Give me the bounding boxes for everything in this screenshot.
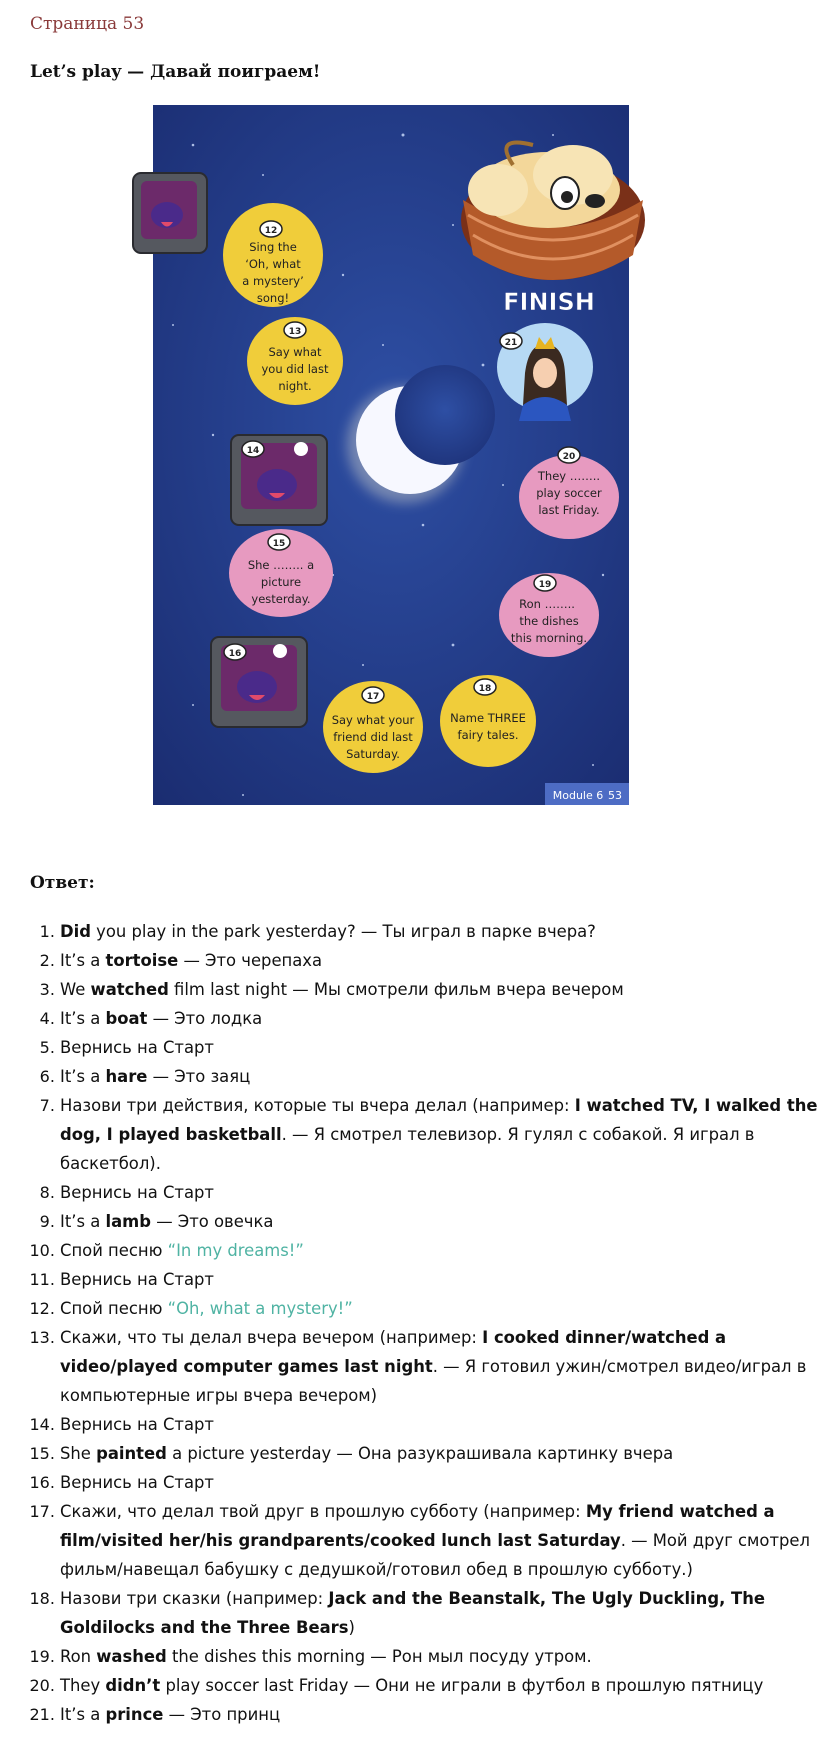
board-cell-12-line-4: song! bbox=[256, 291, 290, 305]
answer-item-8 bbox=[60, 1178, 820, 1207]
board-cell-19-line-2: the dishes bbox=[519, 614, 579, 628]
answer-text: I watched TV, I walked the dog, I played basketball bbox=[60, 1096, 818, 1144]
board-cell-17-number: 17 bbox=[366, 692, 380, 702]
board-cell-15-number: 15 bbox=[272, 539, 286, 549]
answer-text: Ron bbox=[60, 1647, 97, 1666]
answer-text: washed bbox=[96, 1647, 167, 1666]
answer-text: Вернись на Старт bbox=[60, 1473, 214, 1492]
answer-text: Jack and the Beanstalk, The Ugly Duckling, The Goldilocks and the Three Bears bbox=[60, 1589, 765, 1637]
answer-item-5 bbox=[60, 1033, 820, 1062]
board-cell-19 bbox=[499, 573, 599, 657]
answer-text: Вернись на Старт bbox=[60, 1183, 214, 1202]
answer-text: — Это черепаха bbox=[178, 951, 323, 970]
board-cell-12-line-1: Sing the bbox=[249, 240, 297, 254]
board-cell-17-line-1: Say what your bbox=[331, 713, 415, 727]
answer-text: prince bbox=[105, 1705, 164, 1724]
answer-text: “Oh, what a mystery!” bbox=[167, 1299, 353, 1318]
board-cell-18 bbox=[440, 675, 536, 767]
answer-item-19 bbox=[60, 1642, 820, 1671]
answer-text: It’s a bbox=[60, 1212, 106, 1231]
answer-text: My friend watched a film/visited her/his grandparents/cooked lunch last Saturday bbox=[60, 1502, 775, 1550]
answer-text: She bbox=[60, 1444, 97, 1463]
answer-item-11 bbox=[60, 1265, 820, 1294]
answer-text: It’s a bbox=[60, 1705, 106, 1724]
board-cell-15 bbox=[229, 529, 333, 617]
answer-text: Спой песню bbox=[60, 1299, 168, 1318]
answer-text: Спой песню bbox=[60, 1241, 168, 1260]
answer-text: — Это овечка bbox=[150, 1212, 274, 1231]
answer-item-10 bbox=[60, 1236, 820, 1265]
answer-text: Скажи, что делал твой друг в прошлую субботу (например: bbox=[60, 1502, 586, 1521]
board-cell-15-line-1: She …….. a bbox=[247, 558, 315, 572]
answer-text: We bbox=[60, 980, 91, 999]
board-cell-12 bbox=[223, 203, 323, 307]
board-cell-13-line-3: night. bbox=[278, 379, 312, 393]
answer-item-4 bbox=[60, 1004, 820, 1033]
board-cell-20-line-1: They …….. bbox=[537, 469, 601, 483]
answer-text: Назови три сказки (например: bbox=[60, 1589, 329, 1608]
answer-item-15 bbox=[60, 1439, 820, 1468]
board-cell-17-line-3: Saturday. bbox=[346, 747, 400, 761]
answer-text: you play in the park yesterday? — Ты играл в парке вчера? bbox=[90, 922, 596, 941]
answer-text: Вернись на Старт bbox=[60, 1415, 214, 1434]
board-cell-18-line-1: Name THREE bbox=[450, 711, 526, 725]
board-cell-13-line-1: Say what bbox=[268, 345, 322, 359]
answer-item-3 bbox=[60, 975, 820, 1004]
answer-item-1 bbox=[60, 917, 820, 946]
answer-item-21 bbox=[60, 1700, 820, 1729]
answer-text: Вернись на Старт bbox=[60, 1038, 214, 1057]
board-cell-20-number: 20 bbox=[562, 452, 576, 462]
answer-item-16 bbox=[60, 1468, 820, 1497]
answer-text: It’s a bbox=[60, 951, 106, 970]
module-label: Module 6 bbox=[552, 789, 604, 802]
answer-item-14 bbox=[60, 1410, 820, 1439]
board-cell-18-line-2: fairy tales. bbox=[457, 728, 519, 742]
answer-text: ) bbox=[348, 1618, 355, 1637]
answer-heading: Ответ: bbox=[30, 873, 95, 893]
answer-text: Скажи, что ты делал вчера вечером (например: bbox=[60, 1328, 483, 1347]
answer-text: Did bbox=[60, 922, 91, 941]
answer-text: Вернись на Старт bbox=[60, 1270, 214, 1289]
answer-item-6 bbox=[60, 1062, 820, 1091]
answer-text: didn’t bbox=[105, 1676, 161, 1695]
answer-item-18 bbox=[60, 1584, 820, 1642]
answer-text: — Это лодка bbox=[147, 1009, 263, 1028]
board-cell-13-number: 13 bbox=[288, 327, 302, 337]
answer-text: . — Мой друг смотрел фильм/навещал бабушку с дедушкой/готовил обед в прошлую субботу.) bbox=[60, 1531, 810, 1579]
board-cell-18-number: 18 bbox=[478, 684, 492, 694]
answer-text: painted bbox=[96, 1444, 167, 1463]
answer-text: — Это заяц bbox=[147, 1067, 251, 1086]
module-page-number: 53 bbox=[608, 789, 622, 802]
board-cell-13 bbox=[247, 317, 343, 405]
answer-item-20 bbox=[60, 1671, 820, 1700]
answer-text: They bbox=[60, 1676, 106, 1695]
board-cell-13-line-2: you did last bbox=[261, 362, 329, 376]
module-footer bbox=[545, 783, 629, 805]
board-cell-19-line-3: this morning. bbox=[510, 631, 588, 645]
answer-text: the dishes this morning — Рон мыл посуду утром. bbox=[166, 1647, 592, 1666]
board-cell-14-number: 14 bbox=[246, 446, 260, 456]
answer-item-12 bbox=[60, 1294, 820, 1323]
answer-text: Назови три действия, которые ты вчера делал (например: bbox=[60, 1096, 575, 1115]
finish-label: FINISH bbox=[503, 288, 595, 316]
answer-item-7 bbox=[60, 1091, 820, 1178]
board-cell-17 bbox=[323, 681, 423, 773]
board-cell-21-number: 21 bbox=[504, 338, 518, 348]
answer-text: . — Я готовил ужин/смотрел видео/играл в компьютерные игры вчера вечером) bbox=[60, 1357, 807, 1405]
answer-text: It’s a bbox=[60, 1067, 106, 1086]
board-cell-15-line-3: yesterday. bbox=[251, 592, 311, 606]
board-cell-20-line-3: last Friday. bbox=[538, 503, 600, 517]
board-cell-16 bbox=[211, 637, 307, 727]
answer-text: watched bbox=[90, 980, 169, 999]
answer-item-2 bbox=[60, 946, 820, 975]
answer-text: I cooked dinner/watched a video/played computer games last night bbox=[60, 1328, 727, 1376]
answer-text: a picture yesterday — Она разукрашивала картинку вчера bbox=[166, 1444, 674, 1463]
answer-item-9 bbox=[60, 1207, 820, 1236]
board-cell-19-number: 19 bbox=[538, 580, 552, 590]
answer-text: It’s a bbox=[60, 1009, 106, 1028]
board-cell-20-line-2: play soccer bbox=[536, 486, 602, 500]
answer-text: “In my dreams!” bbox=[167, 1241, 304, 1260]
answer-text: . — Я смотрел телевизор. Я гулял с собакой. Я играл в баскетбол). bbox=[60, 1125, 755, 1173]
answer-text: film last night — Мы смотрели фильм вчера вечером bbox=[168, 980, 624, 999]
board-cell-12-line-2: ‘Oh, what bbox=[245, 257, 301, 271]
board-cell-14 bbox=[231, 435, 327, 525]
board-cell-12-line-3: a mystery’ bbox=[242, 274, 304, 288]
answer-text: lamb bbox=[105, 1212, 151, 1231]
partial-tv-image bbox=[133, 173, 207, 253]
board-cell-15-line-2: picture bbox=[260, 575, 302, 589]
board-cell-16-number: 16 bbox=[228, 649, 242, 659]
board-game-image bbox=[153, 105, 629, 805]
answers-list bbox=[0, 917, 820, 1729]
answer-text: boat bbox=[105, 1009, 148, 1028]
answer-item-17 bbox=[60, 1497, 820, 1584]
page-number: Страница 53 bbox=[30, 14, 145, 34]
page-heading: Let’s play — Давай поиграем! bbox=[30, 62, 321, 82]
answer-item-13 bbox=[60, 1323, 820, 1410]
answer-text: hare bbox=[105, 1067, 148, 1086]
answer-text: — Это принц bbox=[163, 1705, 281, 1724]
board-cell-12-number: 12 bbox=[264, 226, 278, 236]
board-cell-17-line-2: friend did last bbox=[333, 730, 413, 744]
board-cell-19-line-1: Ron …….. bbox=[519, 597, 575, 611]
answer-text: tortoise bbox=[105, 951, 179, 970]
answer-text: play soccer last Friday — Они не играли в футбол в прошлую пятницу bbox=[160, 1676, 764, 1695]
board-svg bbox=[153, 105, 629, 805]
